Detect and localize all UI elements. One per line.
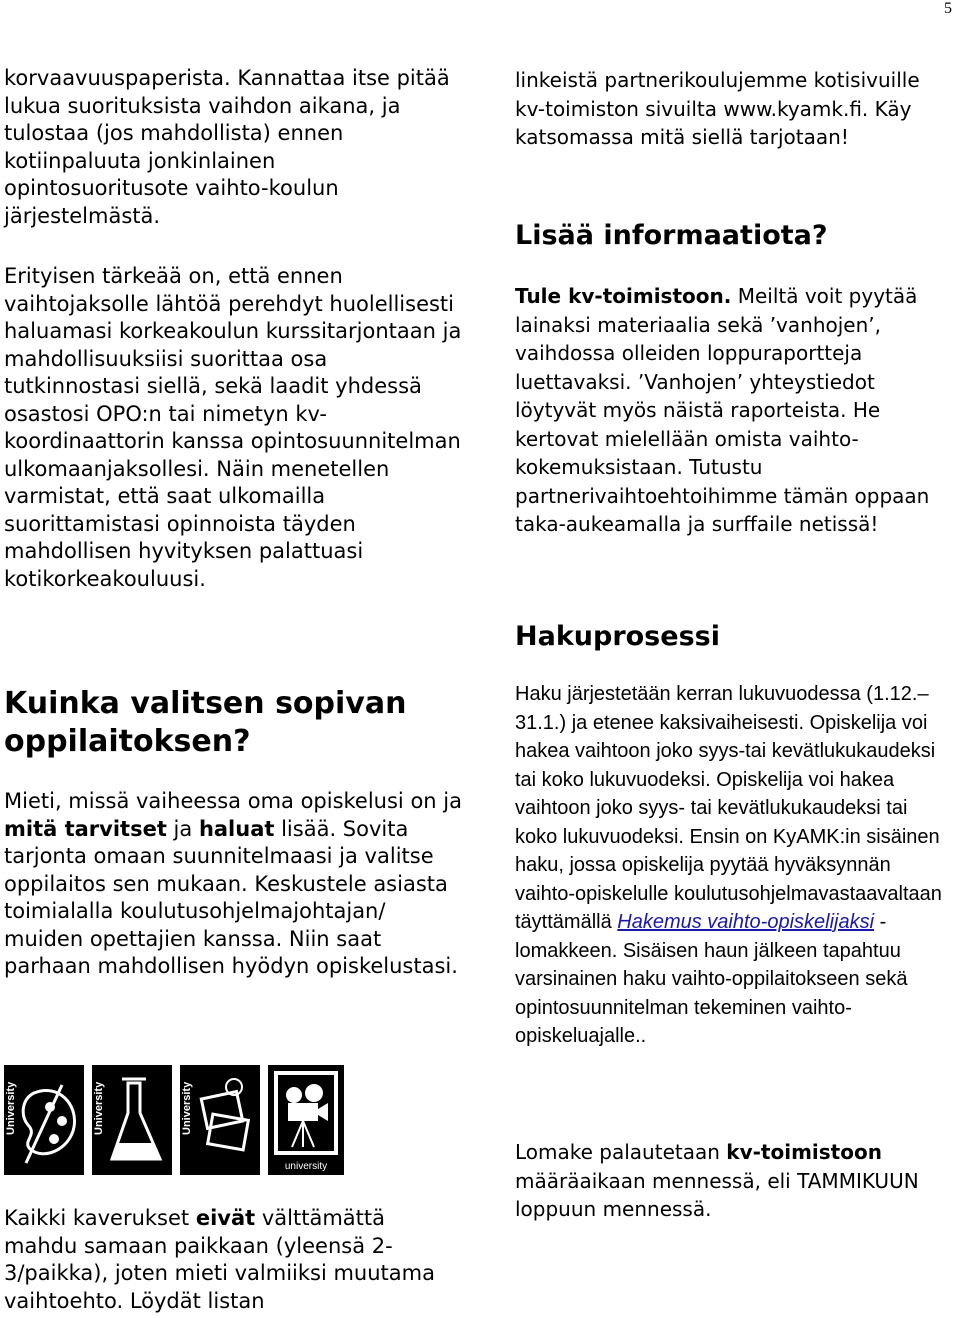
right-paragraph-2 [515, 282, 955, 539]
text-run: Kaikki kaverukset [4, 1206, 196, 1230]
right-heading-info: Lisää informaatiota? [515, 220, 828, 251]
text-run: -lomakkeen. Sisäisen haun jälkeen tapahtuu varsinainen haku vaihto-oppilaitokseen sekä opintosuunnitelman tekeminen vaihto-opiskeluajalle.. [515, 911, 908, 1047]
bold-text: haluat [198, 816, 275, 841]
icon-label: University [5, 1081, 17, 1135]
left-paragraph-1: korvaavuuspaperista. Kannattaa itse pitää lukua suorituksista vaihdon aikana, ja tulostaa (jos mahdollista) ennen kotiinpaluuta jonkinlainen opintosuoritusote vaihto-koulun järjestelmästä. [4, 66, 450, 228]
left-paragraph-4 [4, 1205, 444, 1315]
left-heading: Kuinka valitsen sopivan oppilaitoksen? [4, 686, 407, 759]
university-icons-row [4, 1065, 344, 1177]
application-form-link[interactable]: Hakemus vaihto-opiskelijaksi [617, 911, 875, 933]
text-run: välttämättä mahdu samaan paikkaan (yleensä 2-3/paikka), joten mieti valmiiksi muutama vaihtoehto. Löydät listan [4, 1206, 435, 1313]
text-run: Lomake palautetaan [515, 1140, 727, 1164]
right-heading-hakuprosessi: Hakuprosessi [515, 621, 720, 652]
text-run: Meiltä voit pyytää lainaksi materiaalia sekä ’vanhojen’, vaihdossa olleiden loppuraportteja luettavaksi. ’Vanhojen’ yhteystiedot löytyvät myös näistä raporteista. He kertovat mielellään omista vaihto-kokemuksistaan. Tutustu partnerivaihtoehtoihimme tämän oppaan taka-aukeamalla ja surffaile netissä! [515, 284, 930, 536]
text-run: lisää. Sovita tarjonta omaan suunnitelmaasi ja valitse oppilaitos sen mukaan. Keskustele asiasta toimialalla koulutusohjelmajohtajan/ muiden opettajien kanssa. Niin saat parhaan mahdollisen hyödyn opiskelustasi. [4, 816, 458, 978]
bold-text: Tule kv-toimistoon. [515, 284, 732, 308]
right-paragraph-1: linkeistä partnerikoulujemme kotisivuille kv-toimiston sivuilta www.kyamk.fi. Käy katsomassa mitä siellä tarjotaan! [515, 68, 920, 149]
icon-label: University [93, 1081, 105, 1135]
text-run: määräaikaan mennessä, eli TAMMIKUUN loppuun mennessä. [515, 1168, 919, 1221]
text-run: Mieti, missä vaiheessa oma opiskelusi on ja [4, 789, 462, 813]
text-run: ja [166, 816, 199, 841]
bold-text: kv-toimistoon [726, 1140, 882, 1164]
art-palette-icon [4, 1065, 84, 1175]
bold-text: mitä tarvitset [4, 816, 167, 841]
icon-label: university [284, 1161, 328, 1172]
page-number: 5 [944, 0, 952, 17]
photo-frames-icon [180, 1065, 260, 1175]
left-paragraph-3 [4, 788, 464, 981]
text-run: Haku järjestetään kerran lukuvuodessa (1.12.–31.1.) ja etenee kaksivaiheisesti. Opiskelija voi hakea vaihtoon joko syys-tai kevätlukukaudeksi tai koko lukuvuodeksi. Opiskelija voi hakea vaihtoon joko syys- tai kevätlukukaudeksi tai koko lukuvuodeksi. Ensin on KyAMK:in sisäinen haku, jossa opiskelija pyytää hyväksynnän vaihto-opiskelulle koulutusohjelmavastaavaltaan täyttämällä [515, 683, 942, 933]
film-camera-icon [268, 1065, 344, 1175]
left-paragraph-2: Erityisen tärkeää on, että ennen vaihtojaksolle lähtöä perehdyt huolellisesti haluamasi korkeakoulun kurssitarjontaan ja mahdollisuuksiisi suorittaa osa tutkinnostasi siellä, sekä laadit yhdessä osastosi OPO:n tai nimetyn kv-koordinaattorin kanssa opintosuunnitelman ulkomaanjaksollesi. Näin menetellen varmistat, että saat ulkomailla suorittamistasi opinnoista täyden mahdollisen hyvityksen palattuasi kotikorkeakouluusi. [4, 264, 462, 591]
icon-label: University [181, 1081, 193, 1135]
right-paragraph-4 [515, 1138, 955, 1224]
lab-flask-icon [92, 1065, 172, 1175]
right-paragraph-3 [515, 680, 955, 1051]
bold-text: eivät [195, 1206, 256, 1230]
